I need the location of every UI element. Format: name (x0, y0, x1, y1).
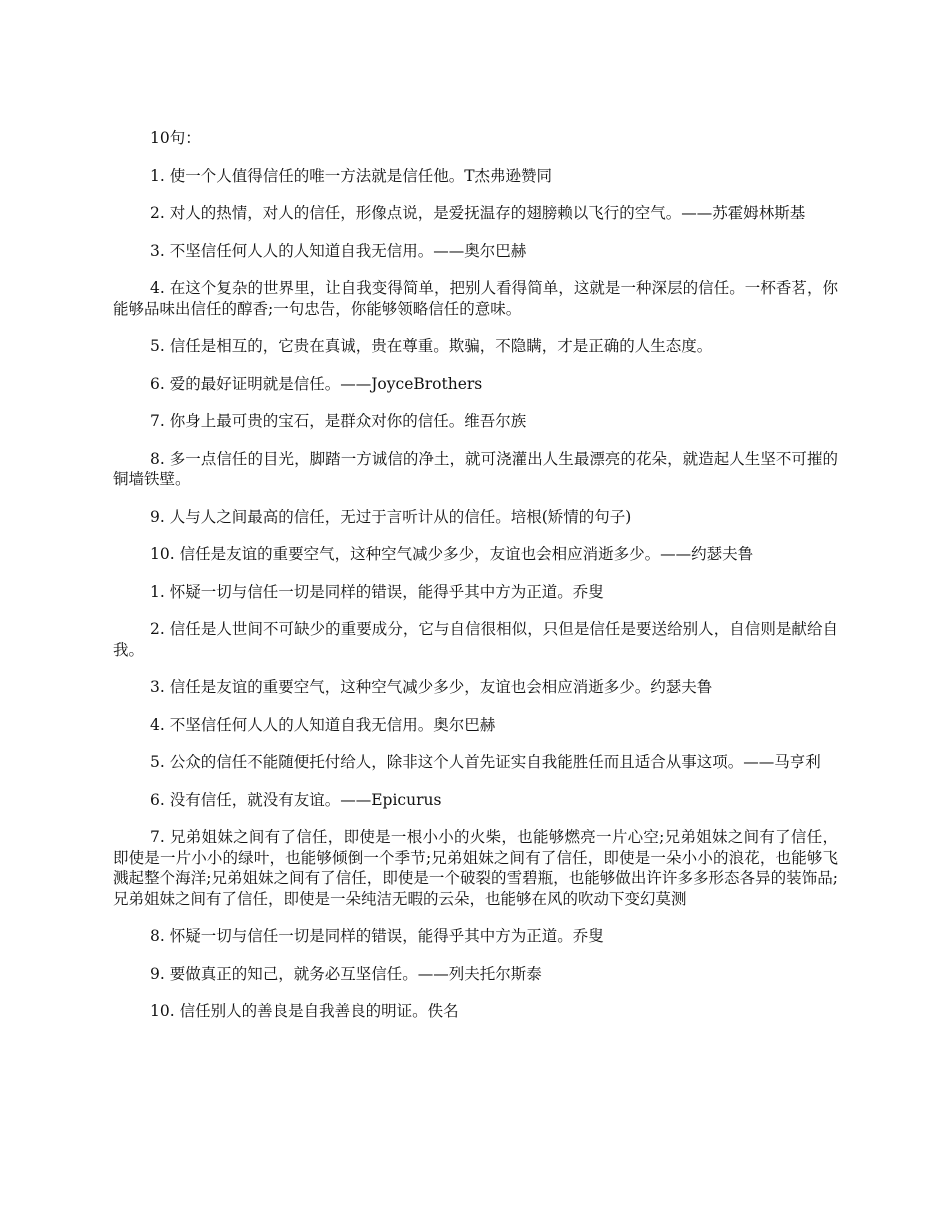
quote-paragraph: 4. 在这个复杂的世界里，让自我变得简单，把别人看得简单，这就是一种深层的信任。一杯香茗，你能够品味出信任的醇香;一句忠告，你能够领略信任的意味。 (113, 279, 838, 318)
quote-paragraph: 3. 信任是友谊的重要空气，这种空气减少多少，友谊也会相应消逝多少。约瑟夫鲁 (150, 678, 713, 696)
quote-paragraph: 6. 没有信任，就没有友谊。——Epicurus (150, 790, 442, 809)
quote-paragraph: 9. 人与人之间最高的信任，无过于言听计从的信任。培根(矫情的句子) (150, 507, 632, 526)
heading-paragraph: 10句： (150, 129, 201, 147)
quote-paragraph: 7. 兄弟姐妹之间有了信任，即使是一根小小的火柴，也能够燃亮一片心空;兄弟姐妹之间有了信任，即使是一片小小的绿叶，也能够倾倒一个季节;兄弟姐妹之间有了信任，即使是一朵小小的浪花，也能够飞溅起整个海洋;兄弟姐妹之间有了信任，即使是一个破裂的雪碧瓶，也能够做出许许多多形态各异的装饰品;兄弟姐妹之间有了信任，即使是一朵纯洁无暇的云朵，也能够在风的吹动下变幻莫测 (113, 828, 838, 908)
quote-paragraph: 4. 不坚信任何人人的人知道自我无信用。奥尔巴赫 (150, 715, 496, 734)
quote-paragraph: 3. 不坚信任何人人的人知道自我无信用。——奥尔巴赫 (150, 241, 527, 260)
quote-paragraph: 5. 公众的信任不能随便托付给人，除非这个人首先证实自我能胜任而且适合从事这项。——马亨利 (150, 753, 821, 771)
quote-paragraph: 8. 多一点信任的目光，脚踏一方诚信的净土，就可浇灌出人生最漂亮的花朵，就造起人生坚不可摧的铜墙铁壁。 (113, 449, 838, 488)
quote-paragraph: 9. 要做真正的知己，就务必互坚信任。——列夫托尔斯泰 (150, 964, 542, 983)
quote-paragraph: 2. 信任是人世间不可缺少的重要成分，它与自信很相似，只但是信任是要送给别人，自信则是献给自我。 (113, 620, 838, 659)
quote-paragraph: 7. 你身上最可贵的宝石，是群众对你的信任。维吾尔族 (150, 412, 527, 430)
quote-paragraph: 1. 怀疑一切与信任一切是同样的错误，能得乎其中方为正道。乔叟 (150, 582, 604, 601)
quote-paragraph: 8. 怀疑一切与信任一切是同样的错误，能得乎其中方为正道。乔叟 (150, 927, 604, 945)
quote-paragraph: 6. 爱的最好证明就是信任。——JoyceBrothers (150, 374, 483, 393)
quote-paragraph: 10. 信任别人的善良是自我善良的明证。佚名 (150, 1002, 459, 1020)
quote-paragraph: 10. 信任是友谊的重要空气，这种空气减少多少，友谊也会相应消逝多少。——约瑟夫鲁 (150, 545, 754, 563)
quote-paragraph: 1. 使一个人值得信任的唯一方法就是信任他。T杰弗逊赞同 (150, 166, 553, 185)
quote-paragraph: 2. 对人的热情，对人的信任，形像点说，是爱抚温存的翅膀赖以飞行的空气。——苏霍姆林斯基 (150, 204, 806, 222)
quote-paragraph: 5. 信任是相互的，它贵在真诚，贵在尊重。欺骗，不隐瞒，才是正确的人生态度。 (150, 337, 713, 355)
